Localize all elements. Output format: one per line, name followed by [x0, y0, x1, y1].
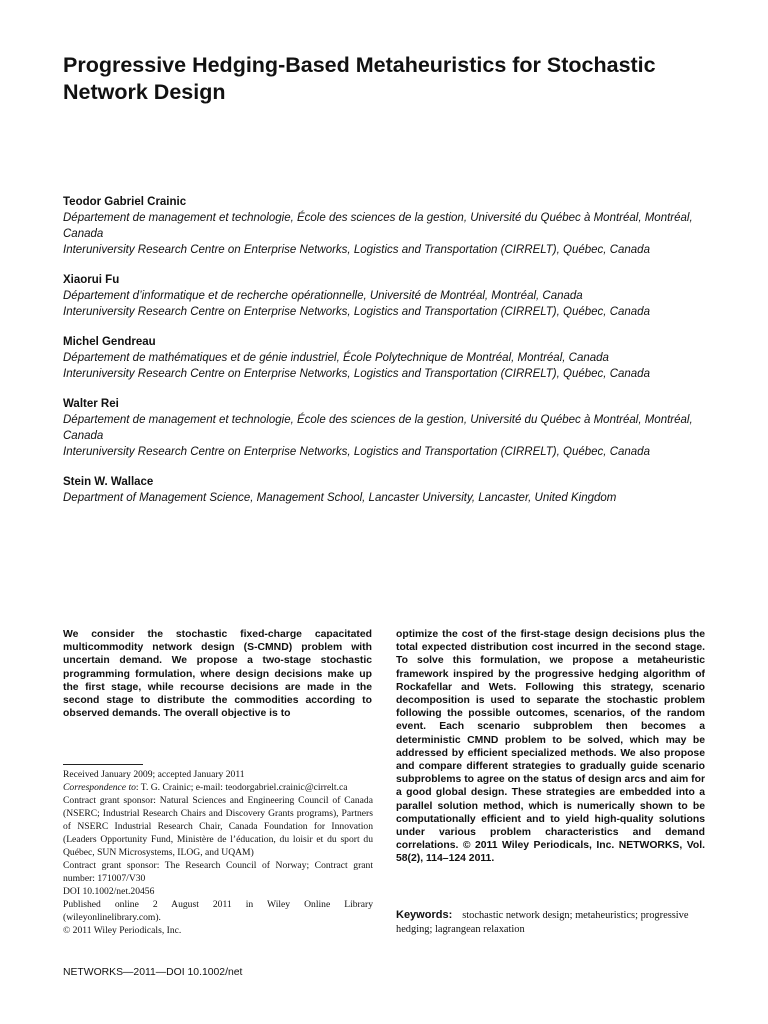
footnotes: [63, 768, 373, 937]
author-name: Walter Rei: [63, 398, 119, 410]
author-block: [63, 334, 713, 382]
author-name: Stein W. Wallace: [63, 476, 154, 488]
author-block: [63, 474, 713, 506]
page-footer: NETWORKS—2011—DOI 10.1002/net: [63, 967, 243, 978]
correspondence-label: Correspondence to: [63, 782, 136, 793]
keywords-text: stochastic network design; metaheuristics; progressive hedging; lagrangean relaxation: [396, 910, 689, 935]
footnote-divider: [63, 764, 143, 765]
author-affiliation: Interuniversity Research Centre on Enterprise Networks, Logistics and Transportation (CIRRELT), Québec, Canada: [63, 368, 650, 380]
keywords: [396, 908, 706, 937]
author-list: [63, 194, 713, 520]
abstract-copyright: © 2011 Wiley Periodicals, Inc. NETWORKS, Vol. 58(2), 114–124 2011.: [396, 840, 705, 865]
author-affiliation: Département d’informatique et de recherche opérationnelle, Université de Montréal, Montréal, Canada: [63, 290, 583, 302]
author-affiliation: Département de management et technologie, École des sciences de la gestion, Université du Québec à Montréal, Montréal, Canada: [63, 414, 693, 442]
author-affiliation: Département de management et technologie, École des sciences de la gestion, Université du Québec à Montréal, Montréal, Canada: [63, 212, 693, 240]
abstract-column-left: [63, 628, 372, 720]
received-date: Received January 2009; accepted January 2011: [63, 769, 245, 780]
abstract-text: optimize the cost of the first-stage design decisions plus the total expected distribution cost incurred in the second stage. To solve this formulation, we propose a metaheuristic framework inspired by the progressive hedging algorithm of Rockafellar and Wets. Following this strategy, scenario decomposition is used to separate the stochastic problem following the possible outcomes, scenarios, of the random event. Each scenario subproblem then becomes a deterministic CMND problem to be solved, which may be addressed by efficient specialized methods. We also propose and compare different strategies to gradually guide scenario subproblems to agree on the status of design arcs and aim for a good global design. These strategies are embedded into a parallel solution method, which is numerically shown to be computationally efficient and to yield high-quality solutions under various problem characteristics and demand correlations.: [396, 629, 705, 852]
grant-sponsor: Contract grant sponsor: Natural Sciences and Engineering Council of Canada (NSERC; Industrial Research Chairs and Discovery Grants programs), Partners of NSERC Industrial Research Chair, Canada Foundation for Innovation (Leaders Opportunity Fund, Ministère de l’éducation, du loisir et du sport du Québec, SUN Microsystems, ILOG, and UQAM): [63, 795, 373, 858]
grant-sponsor: Contract grant sponsor: The Research Council of Norway; Contract grant number: 171007/V30: [63, 860, 373, 884]
published-online: Published online 2 August 2011 in Wiley Online Library (wileyonlinelibrary.com).: [63, 899, 373, 923]
paper-title: Progressive Hedging-Based Metaheuristics for Stochastic Network Design: [63, 53, 656, 104]
author-block: [63, 272, 713, 320]
author-name: Teodor Gabriel Crainic: [63, 196, 187, 208]
correspondence: [63, 781, 373, 794]
author-block: [63, 396, 713, 460]
footnote-copyright: © 2011 Wiley Periodicals, Inc.: [63, 925, 182, 936]
author-affiliation: Department of Management Science, Management School, Lancaster University, Lancaster, United Kingdom: [63, 492, 617, 504]
author-block: [63, 194, 713, 258]
author-name: Xiaorui Fu: [63, 274, 120, 286]
doi: DOI 10.1002/net.20456: [63, 886, 155, 897]
author-name: Michel Gendreau: [63, 336, 156, 348]
keywords-label: Keywords:: [396, 909, 453, 921]
abstract-column-right: [396, 628, 705, 866]
author-affiliation: Département de mathématiques et de génie industriel, École Polytechnique de Montréal, Montréal, Canada: [63, 352, 609, 364]
abstract-text: We consider the stochastic fixed-charge capacitated multicommodity network design (S-CMND) problem with uncertain demand. We propose a two-stage stochastic programming formulation, where design decisions make up the first stage, while recourse decisions are made in the second stage to distribute the commodities according to observed demands. The overall objective is to: [63, 629, 372, 720]
author-affiliation: Interuniversity Research Centre on Enterprise Networks, Logistics and Transportation (CIRRELT), Québec, Canada: [63, 244, 650, 256]
correspondence-text: : T. G. Crainic; e-mail: teodorgabriel.crainic@cirrelt.ca: [135, 782, 348, 793]
author-affiliation: Interuniversity Research Centre on Enterprise Networks, Logistics and Transportation (CIRRELT), Québec, Canada: [63, 306, 650, 318]
author-affiliation: Interuniversity Research Centre on Enterprise Networks, Logistics and Transportation (CIRRELT), Québec, Canada: [63, 446, 650, 458]
